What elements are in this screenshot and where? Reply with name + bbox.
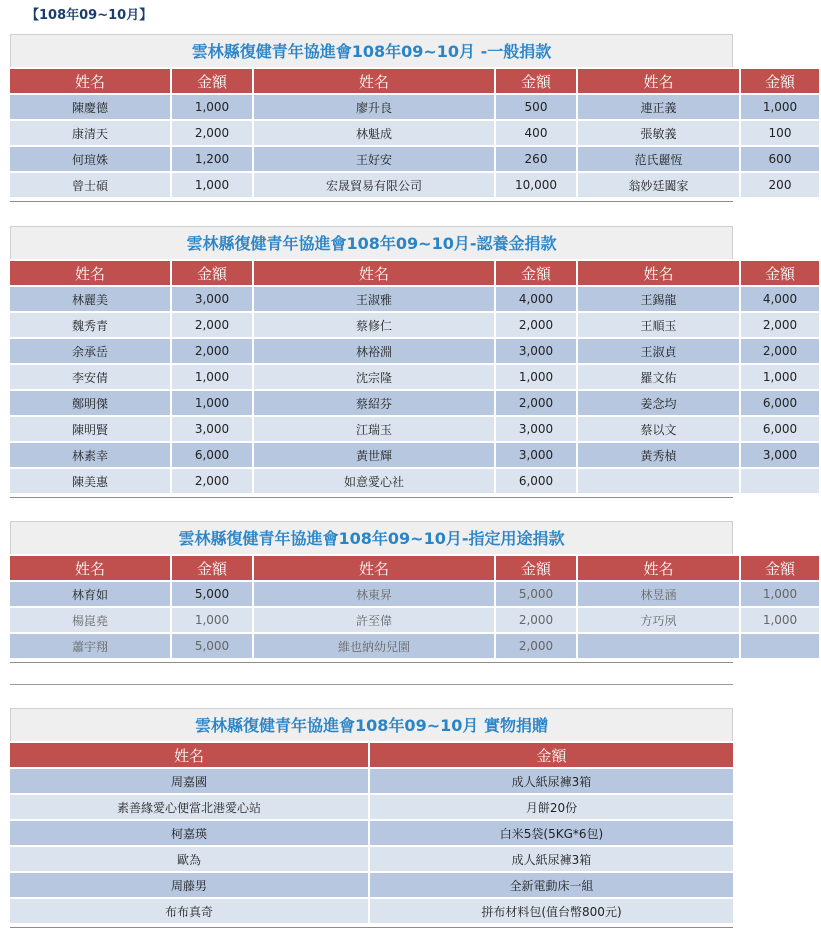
section-bottom-rule (10, 925, 733, 928)
donor-name-cell: 蔡修仁 (254, 313, 494, 337)
amount-cell: 3,000 (172, 287, 252, 311)
section-title: 雲林縣復健青年協進會108年09~10月-指定用途捐款 (10, 521, 733, 554)
table-row (10, 582, 819, 606)
donor-name-cell: 康清天 (10, 121, 170, 145)
donation-table (8, 259, 821, 495)
section-bottom-rule (10, 199, 733, 202)
donor-name-cell: 范氏麗恆 (578, 147, 739, 171)
amount-cell: 1,000 (172, 391, 252, 415)
amount-cell: 3,000 (172, 417, 252, 441)
donor-name-cell: 何瑄姝 (10, 147, 170, 171)
donor-name-cell: 曾士碩 (10, 173, 170, 197)
donor-name-cell: 姜念均 (578, 391, 739, 415)
amount-cell: 3,000 (496, 339, 576, 363)
table-row (10, 899, 733, 923)
table-row (10, 339, 819, 363)
table-row (10, 121, 819, 145)
donation-table (8, 67, 821, 199)
table-row (10, 95, 819, 119)
donor-name-cell: 魏秀青 (10, 313, 170, 337)
section-bottom-rule (10, 660, 733, 663)
donor-name-cell: 林裕淵 (254, 339, 494, 363)
donor-name-cell: 周嘉國 (10, 769, 368, 793)
table-header-row (10, 743, 733, 767)
name-column-header: 姓名 (10, 69, 170, 93)
donor-name-cell: 黃秀楨 (578, 443, 739, 467)
amount-cell: 2,000 (496, 313, 576, 337)
table-header-row (10, 261, 819, 285)
amount-cell: 月餅20份 (370, 795, 733, 819)
amount-cell: 200 (741, 173, 819, 197)
amount-cell: 1,200 (172, 147, 252, 171)
section-title: 雲林縣復健青年協進會108年09~10月 -一般捐款 (10, 34, 733, 67)
donor-name-cell: 黃世輝 (254, 443, 494, 467)
amount-cell: 2,000 (172, 469, 252, 493)
amount-cell: 5,000 (172, 582, 252, 606)
designated-donation-section (10, 521, 798, 663)
section-divider (10, 684, 733, 685)
donor-name-cell: 歐為 (10, 847, 368, 871)
name-column-header: 姓名 (10, 743, 368, 767)
donor-name-cell: 江瑞玉 (254, 417, 494, 441)
donor-name-cell: 林育如 (10, 582, 170, 606)
amount-cell: 2,000 (496, 634, 576, 658)
table-row (10, 173, 819, 197)
amount-column-header: 金額 (370, 743, 733, 767)
amount-cell: 4,000 (496, 287, 576, 311)
table-row (10, 417, 819, 441)
donor-name-cell: 蔡以文 (578, 417, 739, 441)
donor-name-cell: 楊崑堯 (10, 608, 170, 632)
amount-cell: 6,000 (741, 391, 819, 415)
donation-table (8, 554, 821, 660)
sponsorship-donation-section (10, 226, 798, 498)
amount-cell: 2,000 (172, 339, 252, 363)
amount-cell: 2,000 (496, 608, 576, 632)
amount-cell: 10,000 (496, 173, 576, 197)
amount-cell: 400 (496, 121, 576, 145)
donor-name-cell: 柯嘉瑛 (10, 821, 368, 845)
amount-column-header: 金額 (496, 261, 576, 285)
amount-cell (741, 634, 819, 658)
section-title: 雲林縣復健青年協進會108年09~10月-認養金捐款 (10, 226, 733, 259)
amount-cell: 2,000 (741, 313, 819, 337)
amount-column-header: 金額 (741, 261, 819, 285)
name-column-header: 姓名 (10, 261, 170, 285)
amount-cell: 260 (496, 147, 576, 171)
amount-cell: 2,000 (172, 121, 252, 145)
table-row (10, 873, 733, 897)
amount-cell: 2,000 (496, 391, 576, 415)
amount-cell: 600 (741, 147, 819, 171)
section-bottom-rule (10, 495, 733, 498)
donor-name-cell: 林素幸 (10, 443, 170, 467)
amount-cell: 5,000 (496, 582, 576, 606)
table-row (10, 847, 733, 871)
amount-cell: 成人紙尿褲3箱 (370, 769, 733, 793)
amount-cell: 5,000 (172, 634, 252, 658)
table-row (10, 469, 819, 493)
amount-cell: 4,000 (741, 287, 819, 311)
in-kind-donation-section (10, 708, 733, 928)
amount-cell: 500 (496, 95, 576, 119)
section-title: 雲林縣復健青年協進會108年09~10月 實物捐贈 (10, 708, 733, 741)
general-donation-section (10, 34, 798, 202)
donor-name-cell: 林魁成 (254, 121, 494, 145)
table-row (10, 365, 819, 389)
donor-name-cell: 宏晟貿易有限公司 (254, 173, 494, 197)
donor-name-cell: 周藤男 (10, 873, 368, 897)
amount-cell: 1,000 (741, 365, 819, 389)
amount-cell: 3,000 (496, 417, 576, 441)
amount-cell: 1,000 (496, 365, 576, 389)
donor-name-cell: 王好安 (254, 147, 494, 171)
table-header-row (10, 556, 819, 580)
donor-name-cell: 林東昇 (254, 582, 494, 606)
amount-cell: 1,000 (741, 608, 819, 632)
donor-name-cell: 如意愛心社 (254, 469, 494, 493)
table-row (10, 634, 819, 658)
table-row (10, 443, 819, 467)
name-column-header: 姓名 (578, 69, 739, 93)
amount-cell (741, 469, 819, 493)
amount-cell: 1,000 (172, 95, 252, 119)
amount-cell: 3,000 (741, 443, 819, 467)
amount-column-header: 金額 (496, 556, 576, 580)
amount-cell: 6,000 (496, 469, 576, 493)
name-column-header: 姓名 (578, 261, 739, 285)
donor-name-cell: 張敏義 (578, 121, 739, 145)
donor-name-cell: 余承岳 (10, 339, 170, 363)
amount-column-header: 金額 (741, 556, 819, 580)
amount-cell: 1,000 (172, 608, 252, 632)
donor-name-cell: 素善緣愛心便當北港愛心站 (10, 795, 368, 819)
donor-name-cell: 羅文佑 (578, 365, 739, 389)
table-row (10, 795, 733, 819)
table-row (10, 313, 819, 337)
amount-cell: 2,000 (172, 313, 252, 337)
table-row (10, 147, 819, 171)
donor-name-cell: 王淑貞 (578, 339, 739, 363)
amount-cell: 6,000 (172, 443, 252, 467)
donor-name-cell (578, 469, 739, 493)
name-column-header: 姓名 (578, 556, 739, 580)
donor-name-cell: 陳慶德 (10, 95, 170, 119)
amount-cell: 3,000 (496, 443, 576, 467)
donor-name-cell: 林麗美 (10, 287, 170, 311)
donor-name-cell: 陳美惠 (10, 469, 170, 493)
donor-name-cell: 王順玉 (578, 313, 739, 337)
donor-name-cell: 翁妙廷闔家 (578, 173, 739, 197)
donor-name-cell: 蔡紹芬 (254, 391, 494, 415)
table-row (10, 821, 733, 845)
amount-cell: 成人紙尿褲3箱 (370, 847, 733, 871)
donor-name-cell: 陳明賢 (10, 417, 170, 441)
amount-cell: 1,000 (172, 365, 252, 389)
amount-column-header: 金額 (496, 69, 576, 93)
donor-name-cell (578, 634, 739, 658)
amount-cell: 1,000 (741, 95, 819, 119)
donation-table (8, 741, 735, 925)
donor-name-cell: 蕭宇翔 (10, 634, 170, 658)
amount-column-header: 金額 (172, 261, 252, 285)
donor-name-cell: 林昱涵 (578, 582, 739, 606)
donor-name-cell: 王淑雅 (254, 287, 494, 311)
table-row (10, 287, 819, 311)
amount-column-header: 金額 (172, 69, 252, 93)
donor-name-cell: 沈宗隆 (254, 365, 494, 389)
table-row (10, 391, 819, 415)
table-row (10, 608, 819, 632)
donor-name-cell: 布布真奇 (10, 899, 368, 923)
name-column-header: 姓名 (10, 556, 170, 580)
amount-cell: 100 (741, 121, 819, 145)
donor-name-cell: 許至偉 (254, 608, 494, 632)
donor-name-cell: 方巧夙 (578, 608, 739, 632)
donor-name-cell: 李安倩 (10, 365, 170, 389)
amount-column-header: 金額 (741, 69, 819, 93)
name-column-header: 姓名 (254, 69, 494, 93)
amount-cell: 全新電動床一組 (370, 873, 733, 897)
amount-cell: 6,000 (741, 417, 819, 441)
donor-name-cell: 廖升良 (254, 95, 494, 119)
table-row (10, 769, 733, 793)
amount-cell: 1,000 (172, 173, 252, 197)
table-header-row (10, 69, 819, 93)
donor-name-cell: 維也納幼兒園 (254, 634, 494, 658)
donor-name-cell: 王錫龍 (578, 287, 739, 311)
name-column-header: 姓名 (254, 261, 494, 285)
amount-column-header: 金額 (172, 556, 252, 580)
amount-cell: 1,000 (741, 582, 819, 606)
amount-cell: 白米5袋(5KG*6包) (370, 821, 733, 845)
donor-name-cell: 鄭明傑 (10, 391, 170, 415)
amount-cell: 拼布材料包(值台幣800元) (370, 899, 733, 923)
donor-name-cell: 連正義 (578, 95, 739, 119)
page-heading: 【108年09~10月】 (26, 8, 153, 23)
name-column-header: 姓名 (254, 556, 494, 580)
amount-cell: 2,000 (741, 339, 819, 363)
